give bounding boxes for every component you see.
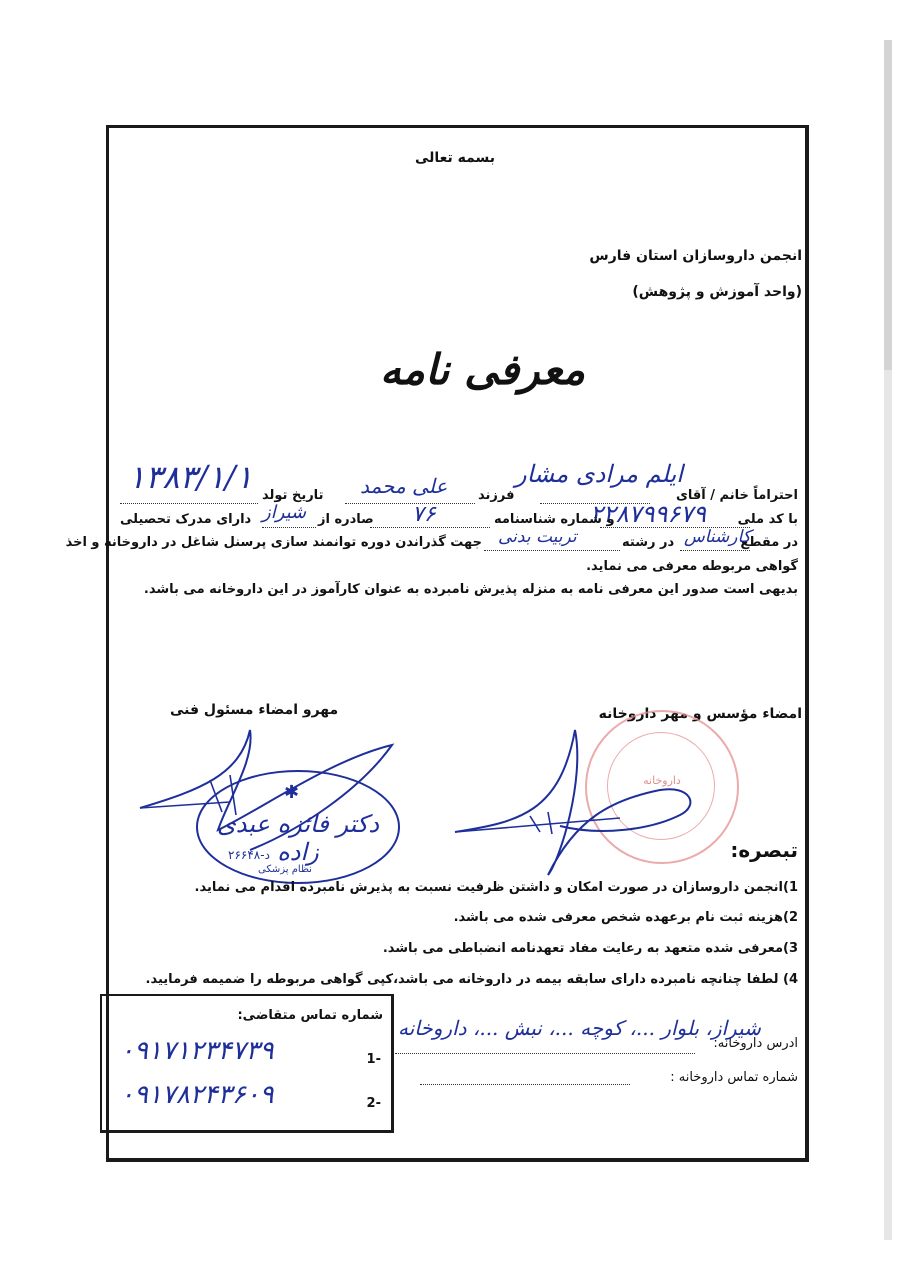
basmala: بسمه تعالی xyxy=(414,150,496,166)
line3-field-label: در رشته xyxy=(622,535,675,550)
applicant-contact-box xyxy=(100,994,394,1133)
org-unit: (واحد آموزش و پژوهش) xyxy=(632,284,802,300)
doctor-name: دکتر فائزه عبدی زاده xyxy=(216,810,380,866)
doctor-license: د-۲۶۶۴۸ xyxy=(228,848,270,862)
note-2: 2)هزینه ثبت نام برعهده شخص معرفی شده می باشد. xyxy=(453,910,798,925)
line2-degree-label: دارای مدرک تحصیلی xyxy=(120,512,252,527)
handwritten-birth-date: ۱۳۸۳/۱/۱ xyxy=(128,458,253,496)
doctor-license-label: نظام پزشکی xyxy=(258,864,312,875)
line5: بدیهی است صدور این معرفی نامه به منزله پذیرش نامبرده به عنوان کارآموز در این داروخانه می باشد. xyxy=(143,582,798,597)
note-1: 1)انجمن داروسازان در صورت امکان و داشتن ظرفیت نسبت به پذیرش نامبرده اقدام می نماید. xyxy=(194,880,798,895)
contact-title: شماره تماس متقاضی: xyxy=(237,1008,383,1023)
founder-signature-label: امضاء مؤسس و مهر داروخانه xyxy=(598,706,802,722)
pharmacy-phone-line xyxy=(420,1084,630,1085)
contact-1-number: ۰۹۱۷۱۲۳۴۷۳۹ xyxy=(120,1036,274,1066)
handwritten-father-name: علی محمد xyxy=(360,474,448,498)
line2-id-label: و شماره شناسنامه xyxy=(494,512,615,527)
pharmacy-stamp-text: داروخانه xyxy=(643,774,681,787)
line2-issued-label: صادره از xyxy=(318,512,374,527)
handwritten-issued-place: شیراز xyxy=(262,502,307,523)
pharmacy-phone-label: شماره تماس داروخانه : xyxy=(670,1070,798,1085)
document-title: معرفی نامه xyxy=(380,345,586,394)
tech-signature-flourish xyxy=(140,775,236,815)
contact-2-number: ۰۹۱۷۸۲۴۳۶۰۹ xyxy=(120,1080,274,1110)
org-name: انجمن داروسازان استان فارس xyxy=(589,248,802,264)
handwritten-address: شیراز، بلوار ...، کوچه ...، نبش ...، داروخانه xyxy=(398,1016,761,1040)
line1-birthdate-label: تاریخ تولد xyxy=(262,488,324,503)
contact-2-index: -2 xyxy=(366,1096,381,1111)
medical-emblem-icon: ✱ xyxy=(284,782,300,803)
handwritten-field: تربیت بدنی xyxy=(498,527,577,547)
tech-signature-label: مهرو امضاء مسئول فنی xyxy=(170,702,339,718)
founder-signature xyxy=(455,730,690,875)
line3-prefix: در مقطع xyxy=(740,535,798,550)
handwritten-full-name: ایلم مرادی مشار xyxy=(515,460,683,488)
contact-1-index: -1 xyxy=(366,1052,381,1067)
note-4: 4) لطفا چنانچه نامبرده دارای سابقه بیمه در داروخانه می باشد،کپی گواهی مربوطه را ضمیمه فرمایید. xyxy=(145,972,798,987)
handwritten-id-number: ۷۶ xyxy=(412,502,436,527)
line1-son-of: فرزند xyxy=(478,488,515,503)
tech-signature xyxy=(140,730,392,850)
note-3: 3)معرفی شده متعهد به رعایت مفاد تعهدنامه انضباطی می باشد. xyxy=(382,941,798,956)
handwritten-national-code: ۲۲۸۷۹۹۶۷۹ xyxy=(590,500,707,528)
line3-rest: جهت گذراندن دوره توانمند سازی پرسنل شاغل در داروخانه و اخذ xyxy=(65,535,482,550)
notes-title: تبصره: xyxy=(730,838,798,862)
line2-prefix: با کد ملی xyxy=(737,512,798,527)
line4: گواهی مربوطه معرفی می نماید. xyxy=(586,559,798,574)
line1-prefix: احتراماً خانم / آقای xyxy=(675,488,798,503)
address-line xyxy=(395,1053,695,1054)
address-label: ادرس داروخانه: xyxy=(713,1036,798,1051)
handwritten-degree-level: کارشناس xyxy=(684,527,751,547)
